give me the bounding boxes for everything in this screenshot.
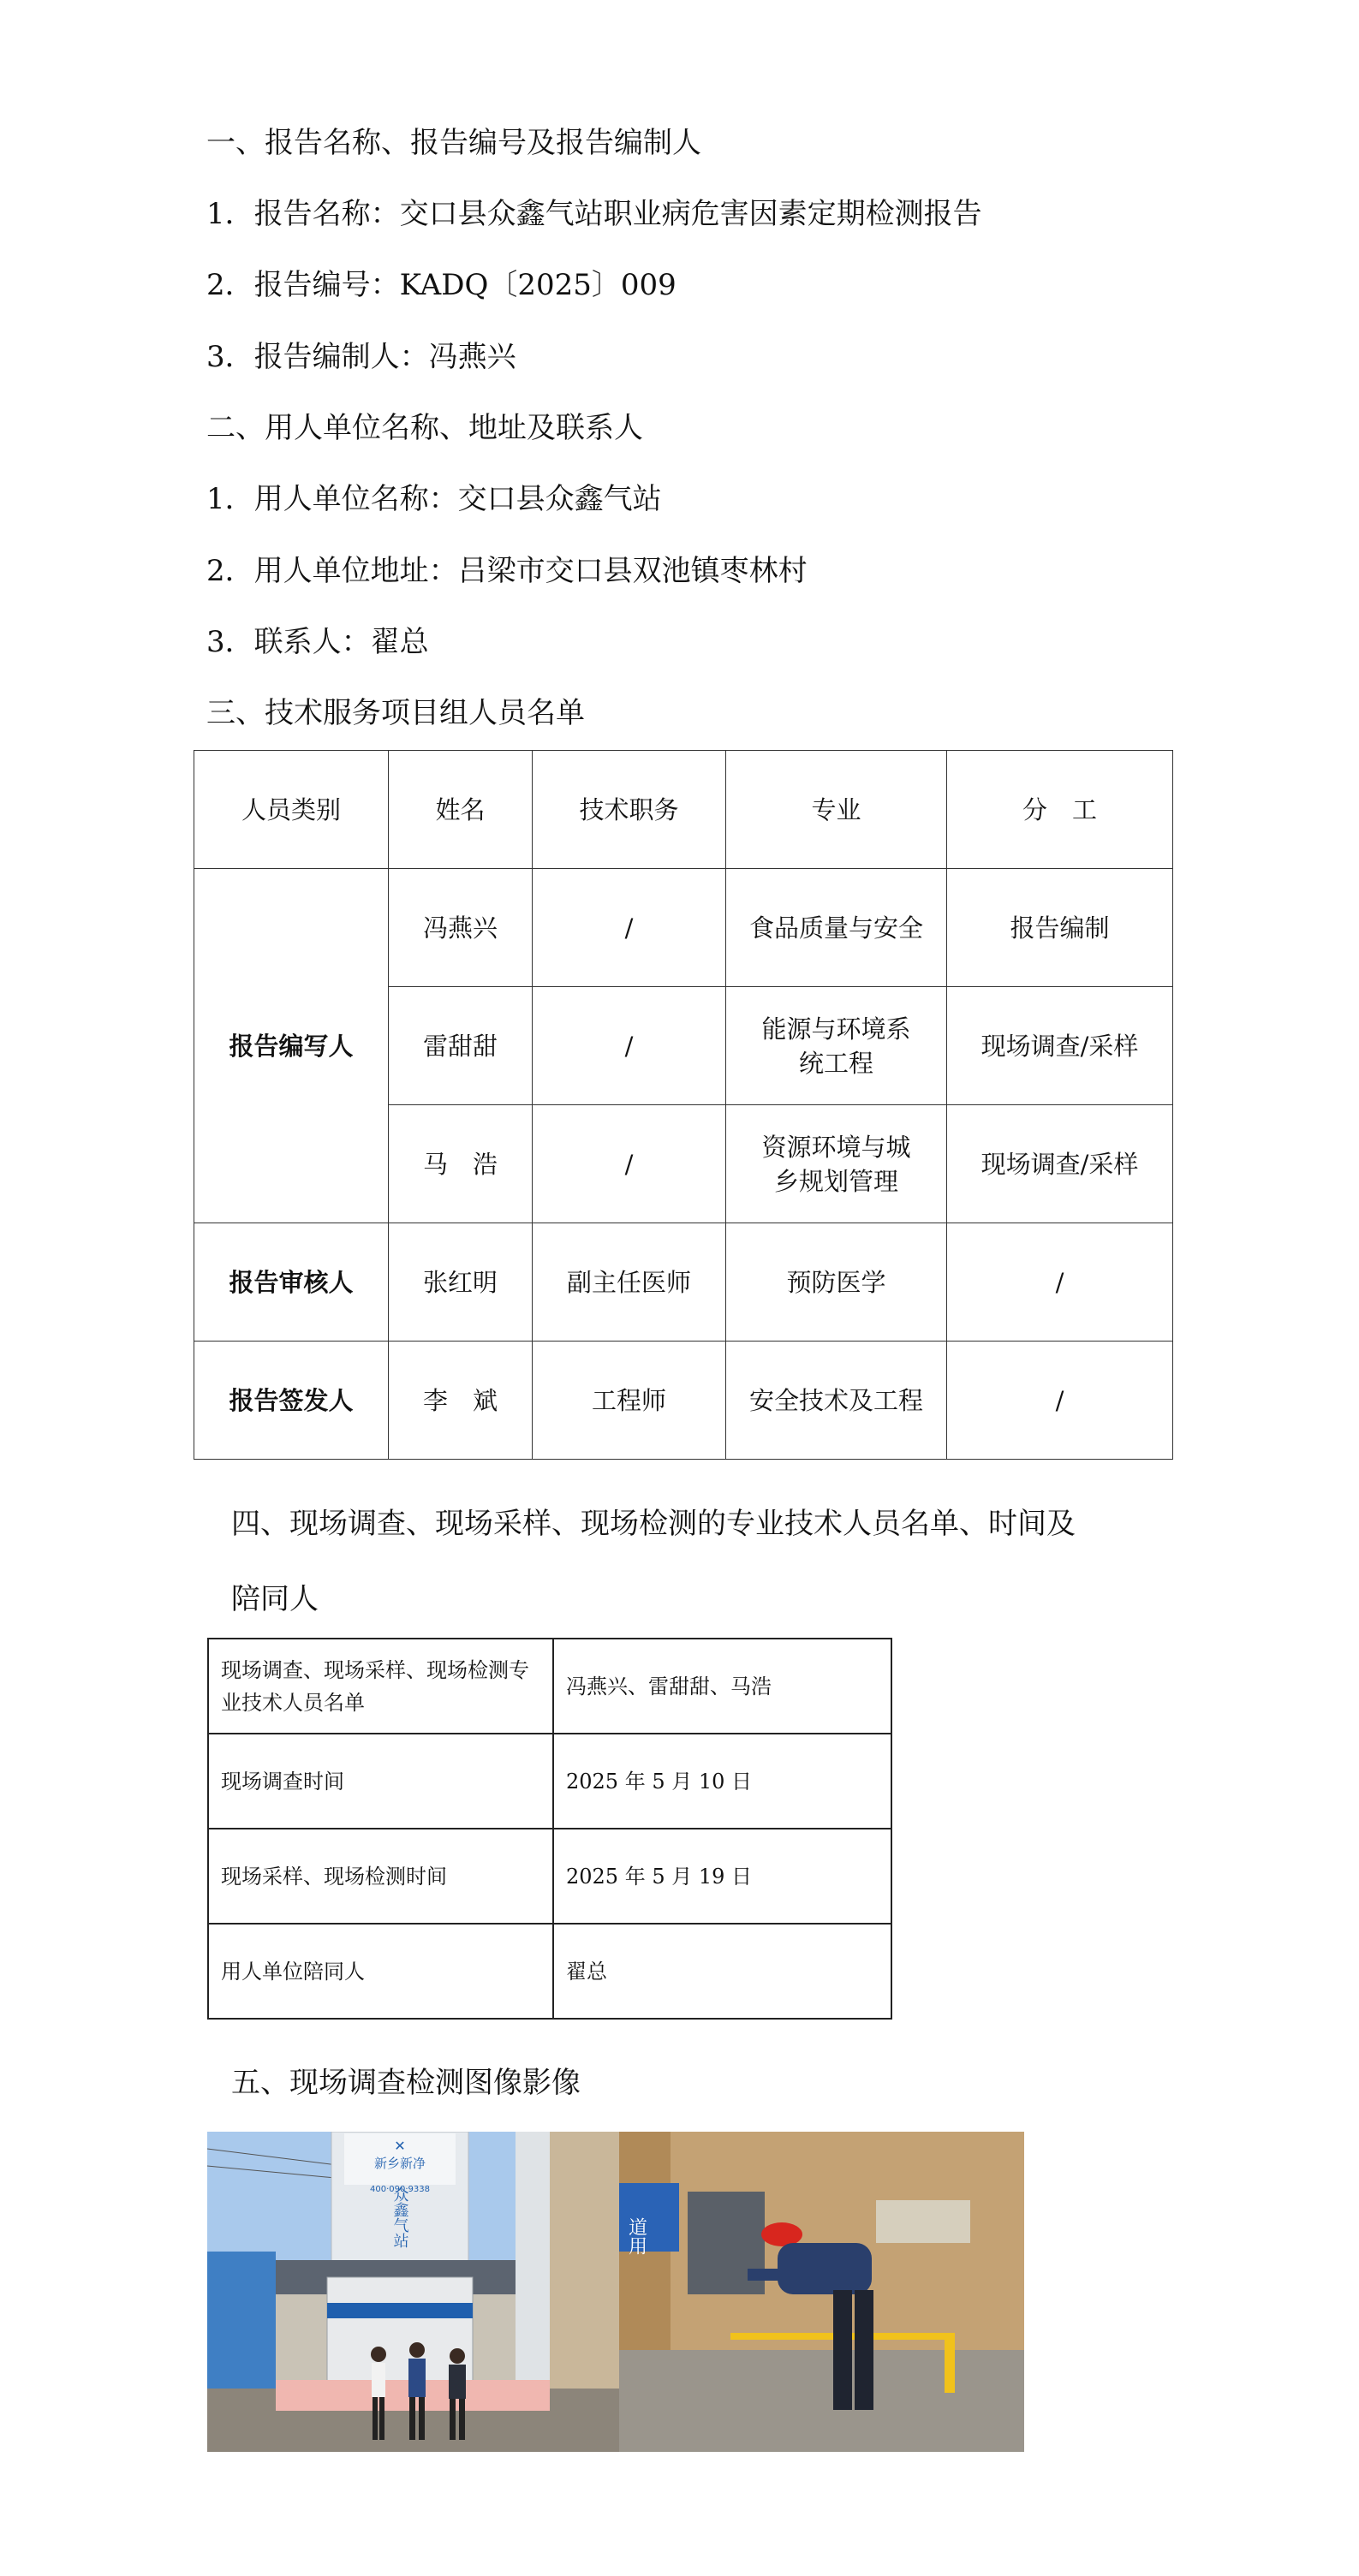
worker-photo bbox=[619, 2132, 1024, 2452]
report-author: 3．报告编制人：冯燕兴 bbox=[206, 340, 516, 374]
section4-heading-line1: 四、现场调查、现场采样、现场检测的专业技术人员名单、时间及 bbox=[231, 1507, 1076, 1541]
gas-station-photo bbox=[207, 2132, 619, 2452]
major-cell: 能源与环境系统工程 bbox=[726, 987, 947, 1105]
section3-heading: 三、技术服务项目组人员名单 bbox=[206, 696, 585, 730]
title-cell: / bbox=[533, 987, 726, 1105]
major-cell: 安全技术及工程 bbox=[726, 1342, 947, 1460]
staff-table bbox=[194, 750, 1173, 1460]
gas-station-illustration bbox=[207, 2132, 619, 2452]
header-category: 人员类别 bbox=[194, 751, 389, 869]
table-row bbox=[194, 1342, 1173, 1460]
value-cell: 2025 年 5 月 10 日 bbox=[553, 1734, 891, 1829]
title-cell: / bbox=[533, 1105, 726, 1223]
name-cell: 雷甜甜 bbox=[389, 987, 533, 1105]
title-cell: 副主任医师 bbox=[533, 1223, 726, 1342]
site-photos bbox=[207, 2132, 1024, 2452]
label-cell: 现场采样、现场检测时间 bbox=[208, 1829, 553, 1924]
svg-text:✕: ✕ bbox=[394, 2138, 406, 2154]
value-cell: 2025 年 5 月 19 日 bbox=[553, 1829, 891, 1924]
header-duty: 分 工 bbox=[947, 751, 1173, 869]
survey-table bbox=[207, 1638, 892, 2020]
label-cell: 现场调查时间 bbox=[208, 1734, 553, 1829]
svg-text:400·090·9338: 400·090·9338 bbox=[370, 2185, 430, 2194]
header-name: 姓名 bbox=[389, 751, 533, 869]
name-cell: 张红明 bbox=[389, 1223, 533, 1342]
category-cell: 报告签发人 bbox=[194, 1342, 389, 1460]
station-sign-text: 众鑫气站 bbox=[390, 2186, 409, 2248]
major-cell: 资源环境与城乡规划管理 bbox=[726, 1105, 947, 1223]
section2-heading: 二、用人单位名称、地址及联系人 bbox=[206, 411, 643, 445]
section1-heading: 一、报告名称、报告编号及报告编制人 bbox=[206, 126, 701, 160]
category-cell: 报告编写人 bbox=[194, 869, 389, 1223]
duty-cell: / bbox=[947, 1342, 1173, 1460]
title-cell: / bbox=[533, 869, 726, 987]
label-cell: 用人单位陪同人 bbox=[208, 1924, 553, 2019]
worker-illustration bbox=[619, 2132, 1024, 2452]
major-cell: 预防医学 bbox=[726, 1223, 947, 1342]
name-cell: 李 斌 bbox=[389, 1342, 533, 1460]
value-cell: 冯燕兴、雷甜甜、马浩 bbox=[553, 1639, 891, 1734]
table-row bbox=[208, 1829, 891, 1924]
report-number: 2．报告编号：KADQ〔2025〕009 bbox=[206, 268, 677, 302]
title-cell: 工程师 bbox=[533, 1342, 726, 1460]
name-cell: 马 浩 bbox=[389, 1105, 533, 1223]
duty-cell: 现场调查/采样 bbox=[947, 987, 1173, 1105]
table-row bbox=[208, 1639, 891, 1734]
table-row bbox=[208, 1924, 891, 2019]
table-row bbox=[194, 1223, 1173, 1342]
station-sign-text: 道用 bbox=[625, 2217, 647, 2255]
header-title: 技术职务 bbox=[533, 751, 726, 869]
duty-cell: 报告编制 bbox=[947, 869, 1173, 987]
section4-heading-line2: 陪同人 bbox=[231, 1582, 319, 1616]
value-cell: 翟总 bbox=[553, 1924, 891, 2019]
major-cell: 食品质量与安全 bbox=[726, 869, 947, 987]
label-cell: 现场调查、现场采样、现场检测专业技术人员名单 bbox=[208, 1639, 553, 1734]
employer-address: 2．用人单位地址：吕梁市交口县双池镇枣林村 bbox=[206, 554, 808, 588]
contact-person: 3．联系人：翟总 bbox=[206, 625, 429, 659]
brand-text: 新乡新净 bbox=[373, 2156, 426, 2171]
category-cell: 报告审核人 bbox=[194, 1223, 389, 1342]
header-major: 专业 bbox=[726, 751, 947, 869]
employer-name: 1．用人单位名称：交口县众鑫气站 bbox=[206, 482, 662, 516]
duty-cell: / bbox=[947, 1223, 1173, 1342]
duty-cell: 现场调查/采样 bbox=[947, 1105, 1173, 1223]
name-cell: 冯燕兴 bbox=[389, 869, 533, 987]
table-row bbox=[208, 1734, 891, 1829]
table-row bbox=[194, 869, 1173, 987]
table-header-row bbox=[194, 751, 1173, 869]
section5-heading: 五、现场调查检测图像影像 bbox=[231, 2066, 581, 2100]
report-name: 1．报告名称：交口县众鑫气站职业病危害因素定期检测报告 bbox=[206, 197, 982, 231]
